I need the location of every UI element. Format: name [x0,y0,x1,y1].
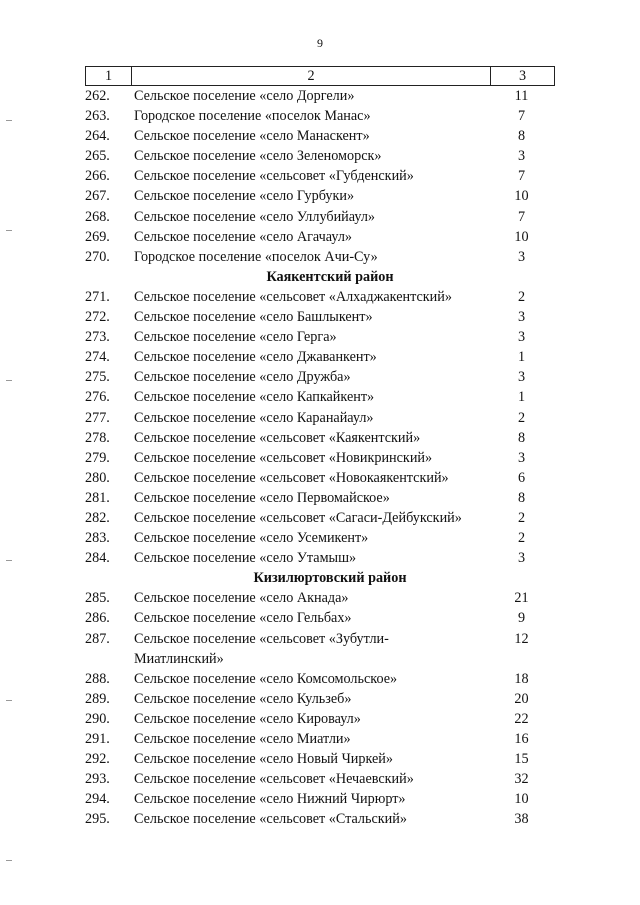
settlement-name: Сельское поселение «сельсовет «Стальский» [134,811,407,828]
row-number: 271. [85,288,110,305]
settlement-name: Сельское поселение «село Усемикент» [134,530,369,547]
table-row [85,126,555,146]
table-row [85,528,555,548]
row-number: 273. [85,329,110,346]
settlement-value: 12 [514,630,529,647]
table-row [85,488,555,508]
settlement-name: Сельское поселение «село Гельбах» [134,610,352,627]
row-number: 289. [85,690,110,707]
row-number: 283. [85,530,110,547]
settlement-value: 3 [517,148,526,165]
row-number: 291. [85,731,110,747]
table-row [85,428,555,448]
row-number: 294. [85,791,110,808]
row-number: 275. [85,369,110,386]
settlement-name: Сельское поселение «село Кироваул» [134,710,361,727]
row-number: 281. [85,489,110,506]
settlement-name: Городское поселение «поселок Манас» [134,108,371,125]
row-number: 293. [85,771,110,788]
settlement-name: Сельское поселение «село Дружба» [134,369,351,386]
table-row [85,327,555,347]
row-number: 276. [85,389,110,406]
settlement-name: Сельское поселение «сельсовет «Сагаси-Дейбукский» [134,509,462,526]
table-row [85,287,555,307]
row-number: 285. [85,590,110,607]
scan-margin-marks [0,0,20,905]
row-number: 287. [85,630,110,647]
header-col-3: 3 [518,68,527,84]
settlement-name: Сельское поселение «село Миатли» [134,731,351,747]
settlement-name: Сельское поселение «сельсовет «Новикринский» [134,449,433,466]
table-row [85,307,555,327]
settlement-name: Сельское поселение «село Зеленоморск» [134,148,382,165]
settlement-name: Сельское поселение «сельсовет «Алхаджакентский» [134,288,452,305]
settlement-value: 2 [517,530,526,547]
table-row [85,166,555,186]
settlement-name: Сельское поселение «село Агачаул» [134,228,353,245]
table-row [85,709,555,729]
row-number: 263. [85,108,110,125]
row-number: 295. [85,811,110,828]
settlement-value: 7 [517,168,526,185]
table-row [85,809,555,829]
settlement-name: Сельское поселение «сельсовет «Каякентский» [134,429,421,446]
settlement-value: 32 [514,771,529,788]
settlement-value: 8 [517,429,526,446]
settlement-name: Сельское поселение «село Нижний Чирюрт» [134,791,406,808]
settlement-value: 22 [514,710,529,727]
settlement-value: 2 [517,409,526,426]
settlement-value: 8 [517,128,526,145]
settlement-value: 3 [517,329,526,346]
row-number: 282. [85,509,110,526]
row-number: 274. [85,349,110,366]
header-col-2: 2 [132,67,491,85]
row-number: 292. [85,751,110,768]
row-number: 290. [85,710,110,727]
table-header [85,66,555,86]
table-row [85,146,555,166]
settlement-value: 1 [517,349,526,366]
row-number: 270. [85,248,110,265]
settlement-name: Сельское поселение «село Новый Чиркей» [134,751,393,768]
row-number: 278. [85,429,110,446]
settlement-value: 18 [514,670,529,687]
settlement-name: Сельское поселение «село Кульзеб» [134,690,352,707]
table-row [85,769,555,789]
settlement-value: 2 [517,509,526,526]
settlement-name: Сельское поселение «село Уллубийаул» [134,208,375,225]
settlement-name: Сельское поселение «село Утамыш» [134,550,357,567]
table-row [85,106,555,126]
settlement-value: 7 [517,108,526,125]
settlement-value: 16 [514,731,529,747]
settlement-name: Сельское поселение «село Капкайкент» [134,389,375,406]
settlement-name: Сельское поселение «сельсовет «Губденский» [134,168,414,185]
settlement-name: Сельское поселение «село Башлыкент» [134,309,373,326]
table-row [85,749,555,769]
row-number: 277. [85,409,110,426]
settlement-name: Сельское поселение «село Гурбуки» [134,188,355,205]
settlement-value: 3 [517,248,526,265]
header-col-1: 1 [86,67,132,85]
settlements-table [85,66,555,829]
table-body [85,86,555,829]
settlement-value: 10 [514,791,529,808]
row-number: 267. [85,188,110,205]
settlement-value: 21 [514,590,529,607]
row-number: 266. [85,168,110,185]
district-heading: Кизилюртовский район [253,570,407,587]
settlement-value: 3 [517,550,526,567]
settlement-value: 1 [517,389,526,406]
page-number: 9 [317,36,323,50]
row-number: 262. [85,88,110,104]
settlement-value: 15 [514,751,529,768]
table-row [85,247,555,267]
settlement-name: Городское поселение «поселок Ачи-Су» [134,248,378,265]
settlement-value: 7 [517,208,526,225]
settlement-name: Сельское поселение «село Первомайское» [134,489,390,506]
table-row [85,186,555,206]
settlement-name: Сельское поселение «сельсовет «Зубутли- Миатлинский» [134,630,389,667]
settlement-name: Сельское поселение «село Доргели» [134,88,355,104]
settlement-name: Сельское поселение «село Манаскент» [134,128,370,145]
table-row [85,729,555,749]
row-number: 284. [85,550,110,567]
row-number: 288. [85,670,110,687]
settlement-value: 2 [517,288,526,305]
settlement-name: Сельское поселение «сельсовет «Нечаевский» [134,771,414,788]
table-row [85,367,555,387]
district-heading: Каякентский район [266,268,394,285]
table-row [85,86,555,106]
table-row [85,588,555,608]
row-number: 268. [85,208,110,225]
settlement-value: 11 [514,88,529,104]
settlement-value: 8 [517,489,526,506]
row-number: 280. [85,469,110,486]
table-row [85,689,555,709]
table-row [85,608,555,628]
settlement-name: Сельское поселение «село Герга» [134,329,337,346]
settlement-value: 3 [517,309,526,326]
table-row [85,408,555,428]
settlement-value: 3 [517,369,526,386]
table-row [85,227,555,247]
table-row [85,468,555,488]
settlement-value: 6 [517,469,526,486]
table-row [85,508,555,528]
settlement-name: Сельское поселение «село Комсомольское» [134,670,398,687]
row-number: 265. [85,148,110,165]
row-number: 272. [85,309,110,326]
settlement-value: 10 [514,188,529,205]
table-row [85,548,555,568]
settlement-name: Сельское поселение «село Каранайаул» [134,409,374,426]
row-number: 286. [85,610,110,627]
settlement-name: Сельское поселение «село Джаванкент» [134,349,377,366]
table-row [85,789,555,809]
table-row [85,669,555,689]
settlement-value: 38 [514,811,529,828]
table-row [85,629,555,669]
settlement-value: 9 [517,610,526,627]
settlement-value: 20 [514,690,529,707]
table-row [85,387,555,407]
table-row [85,448,555,468]
settlement-value: 3 [517,449,526,466]
settlement-name: Сельское поселение «село Акнада» [134,590,349,607]
row-number: 264. [85,128,110,145]
settlement-name: Сельское поселение «сельсовет «Новокаякентский» [134,469,449,486]
row-number: 269. [85,228,110,245]
row-number: 279. [85,449,110,466]
settlement-value: 10 [514,228,529,245]
table-row [85,347,555,367]
table-row [85,207,555,227]
